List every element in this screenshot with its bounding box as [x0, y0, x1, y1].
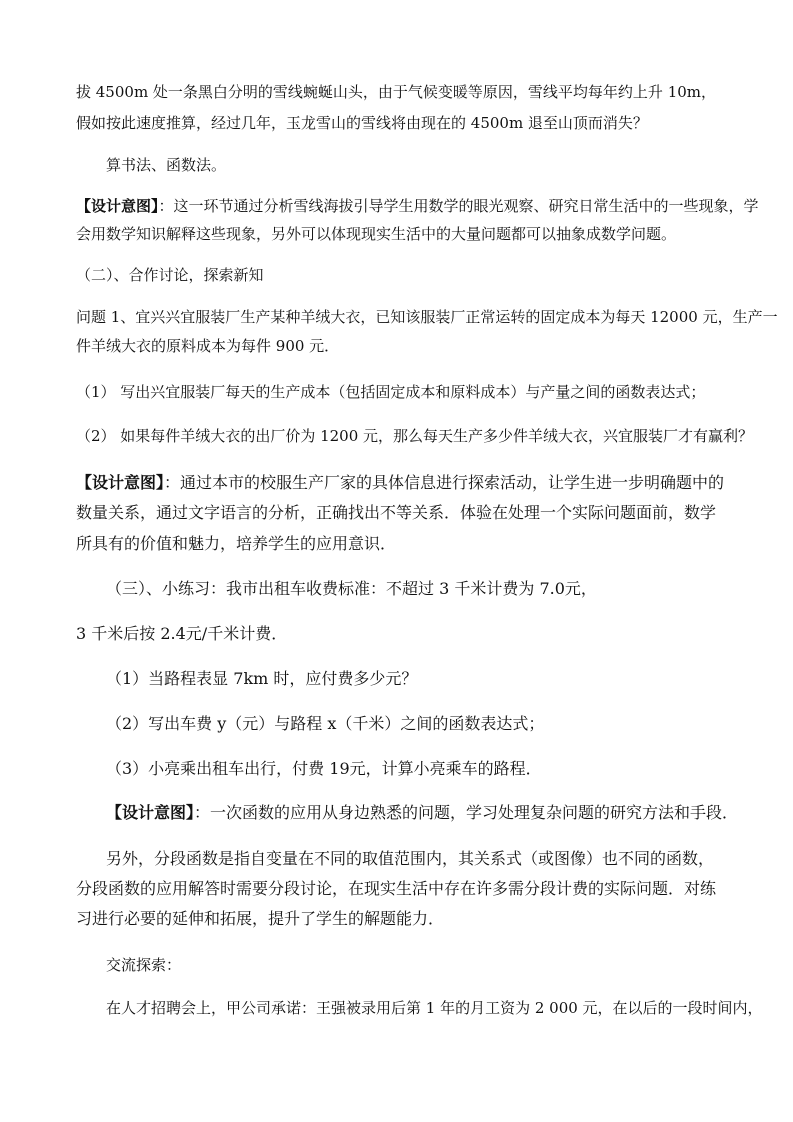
intent-2-tag: 【设计意图】 [76, 473, 165, 492]
piecewise-line-1: 另外，分段函数是指自变量在不同的取值范围内，其关系式（或图像）也不同的函数， [106, 849, 715, 868]
exchange-heading: 交流探索： [106, 956, 182, 974]
problem-1-line-2: 件羊绒大衣的原料成本为每件 900 元． [76, 337, 340, 355]
intent-2-line-1 [76, 473, 724, 493]
problem-1-question-1: （1） 写出兴宜服装厂每天的生产成本（包括固定成本和原料成本）与产量之间的函数表达式； [76, 383, 706, 401]
intent-1-line-1 [76, 196, 759, 216]
paragraph-1-line-2: 假如按此速度推算，经过几年，玉龙雪山的雪线将由现在的 4500m 退至山顶而消失？ [76, 114, 648, 132]
intent-1-tag: 【设计意图】 [76, 197, 159, 215]
section-3-question-1: （1）当路程表显 7km 时，应付费多少元？ [106, 669, 418, 688]
piecewise-line-2: 分段函数的应用解答时需要分段讨论，在现实生活中存在许多需分段计费的实际问题．对练 [76, 879, 717, 898]
section-3-line-1: （三）、小练习：我市出租车收费标准：不超过 3 千米计费为 7.0元， [106, 579, 597, 598]
intent-1-line-2: 会用数学知识解释这些现象，另外可以体现现实生活中的大量问题都可以抽象成数学问题。 [76, 225, 677, 243]
recruitment-line: 在人才招聘会上，甲公司承诺：王强被录用后第 1 年的月工资为 2 000 元，在以后的一段时间内， [106, 999, 763, 1017]
intent-3-tag: 【设计意图】 [106, 803, 195, 822]
intent-1-text-1: ：这一环节通过分析雪线海拔引导学生用数学的眼光观察、研究日常生活中的一些现象，学 [158, 197, 759, 215]
problem-1-question-2: （2） 如果每件羊绒大衣的出厂价为 1200 元，那么每天生产多少件羊绒大衣，兴宜服装厂才有赢利？ [76, 427, 754, 445]
section-3-line-2: 3 千米后按 2.4元/千米计费． [76, 624, 288, 643]
section-2-heading: （二）、合作讨论，探索新知 [76, 266, 264, 284]
intent-3-line [106, 803, 738, 823]
intent-3-text: ：一次函数的应用从身边熟悉的问题，学习处理复杂问题的研究方法和手段． [194, 803, 739, 822]
problem-1-line-1: 问题 1、宜兴兴宜服装厂生产某种羊绒大衣，已知该服装厂正常运转的固定成本为每天 12000 元，生产一 [76, 308, 778, 326]
method-line: 算书法、函数法。 [106, 156, 227, 174]
intent-2-line-2: 数量关系，通过文字语言的分析，正确找出不等关系．体验在处理一个实际问题面前，数学 [76, 503, 717, 522]
piecewise-line-3: 习进行必要的延伸和拓展，提升了学生的解题能力． [76, 909, 445, 928]
intent-2-text-1: ：通过本市的校服生产厂家的具体信息进行探索活动，让学生进一步明确题中的 [164, 473, 725, 492]
paragraph-1-line-1: 拔 4500m 处一条黑白分明的雪线蜿蜒山头，由于气候变暖等原因，雪线平均每年约上升 10m， [76, 83, 717, 101]
section-3-question-3: （3）小亮乘出租车出行，付费 19元，计算小亮乘车的路程． [106, 759, 542, 778]
intent-2-line-3: 所具有的价值和魅力，培养学生的应用意识． [76, 534, 397, 553]
section-3-question-2: （2）写出车费 y（元）与路程 x（千米）之间的函数表达式； [106, 714, 545, 733]
